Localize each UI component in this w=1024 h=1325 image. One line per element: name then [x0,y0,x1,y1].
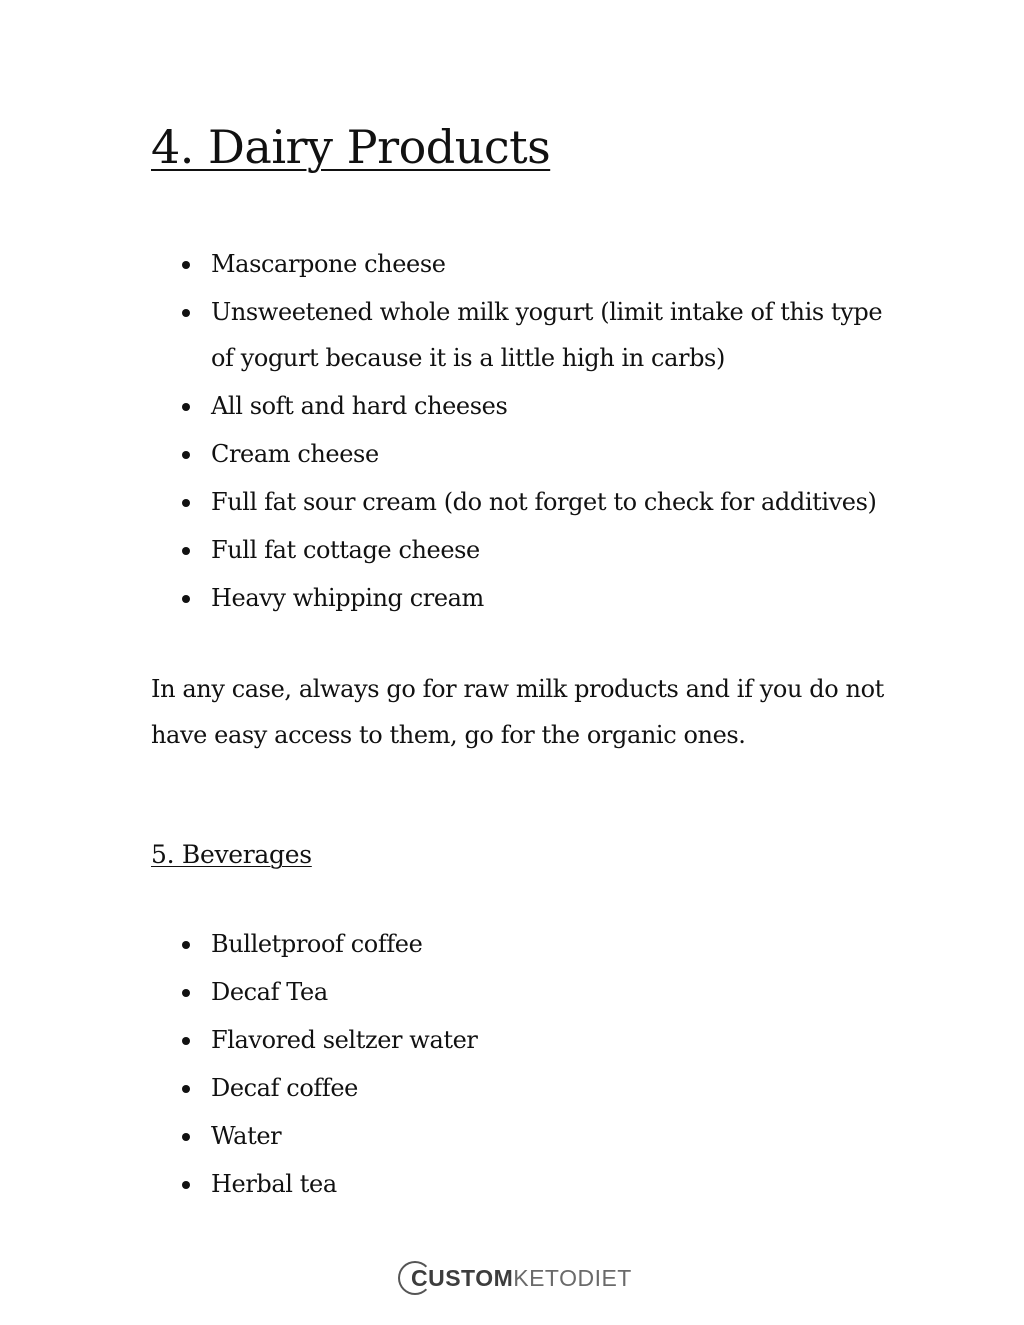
list-item-text: Mascarpone cheese [211,250,446,278]
bullet-icon [182,451,190,459]
list-item-text: Full fat cottage cheese [211,536,480,564]
list-item [0,527,1024,573]
list-item-text: Unsweetened whole milk yogurt (limit intake of this type of yogurt because it is a little high in carbs) [211,298,883,372]
list-item [0,921,1024,967]
list-item-text: Decaf coffee [211,1074,358,1102]
list-item-text: Bulletproof coffee [211,930,423,958]
list-item [0,1065,1024,1111]
list-item [0,1113,1024,1159]
bullet-icon [182,1133,190,1141]
beverages-list [0,921,1024,1209]
list-item [0,575,1024,621]
section-heading-dairy-products: 4. Dairy Products [151,120,551,174]
logo-text-custom: CUSTOM [411,1264,514,1291]
list-item-text: Full fat sour cream (do not forget to check for additives) [211,488,877,516]
list-item-text: Heavy whipping cream [211,584,484,612]
list-item [0,479,1024,525]
bullet-icon [182,1085,190,1093]
bullet-icon [182,309,190,317]
list-item-text: All soft and hard cheeses [211,392,508,420]
bullet-icon [182,941,190,949]
list-item-text: Cream cheese [211,440,379,468]
dairy-products-list [0,241,1024,623]
footer-logo [398,1258,632,1298]
bullet-icon [182,595,190,603]
list-item [0,969,1024,1015]
bullet-icon [182,547,190,555]
bullet-icon [182,403,190,411]
list-item-text: Water [211,1122,282,1150]
list-item-text: Decaf Tea [211,978,328,1006]
list-item [0,1017,1024,1063]
bullet-icon [182,1037,190,1045]
list-item [0,431,1024,477]
list-item [0,383,1024,429]
bullet-icon [182,261,190,269]
logo-text-ketodiet: KETODIET [513,1264,632,1291]
bullet-icon [182,499,190,507]
list-item [0,289,1024,381]
bullet-icon [182,989,190,997]
list-item-text: Herbal tea [211,1170,337,1198]
section-heading-beverages: 5. Beverages [151,840,312,869]
list-item [0,241,1024,287]
dairy-note-paragraph: In any case, always go for raw milk products and if you do not have easy access to them, go for the organic ones. [151,675,884,749]
list-item-text: Flavored seltzer water [211,1026,478,1054]
bullet-icon [182,1181,190,1189]
list-item [0,1161,1024,1207]
